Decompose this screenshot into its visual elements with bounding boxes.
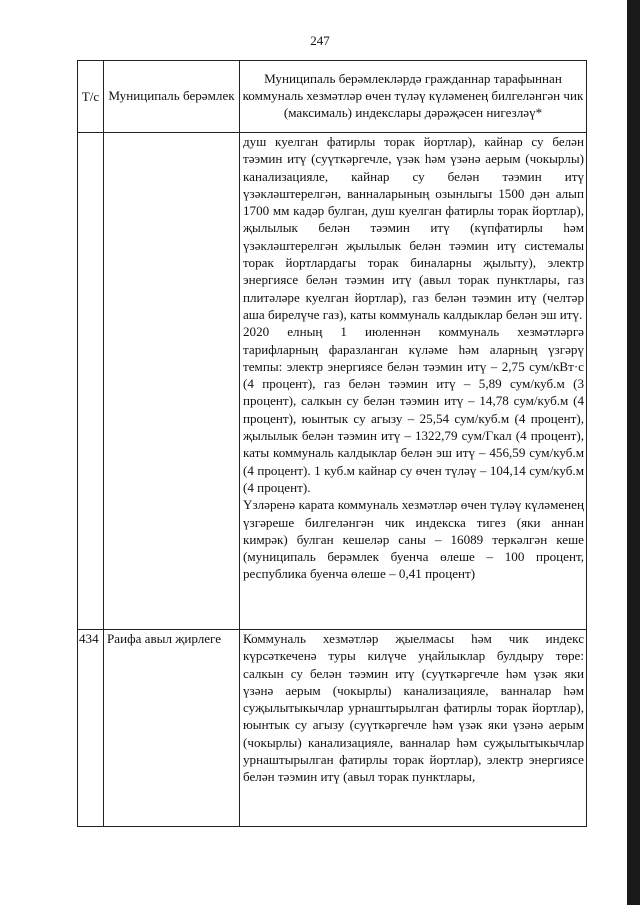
scan-edge-shadow bbox=[627, 0, 640, 905]
index-paragraph: Коммуналь хезмәтләр җыелмасы һәм чик индекс күрсәткеченә туры килүче уңайлыклар булдыру төре: салкын су белән тәэмин итү (суүткәргечле һәм үзәк яки үзәнә аерым (чокырлы) канализацияле, ванналар һәм суҗылытыкычлар урнаштырылган фатирлы торак йортлар), юынтык су агызу (суүткәргечле һәм үзәк яки үзәнә аерым (чокырлы) канализацияле, ванналар һәм суҗылытыкычлар урнаштырылган фатирлы торак йортлар), электр энергиясе белән тәэмин итү (авыл торак пунктлары, bbox=[243, 631, 584, 785]
row-index-text bbox=[240, 133, 587, 630]
header-municipality: Муниципаль берәмлек bbox=[104, 61, 240, 133]
index-paragraph: Үзләренә карата коммуналь хезмәтләр өчен түләү күләменең үзгәреше билгеләнгән чик индекска тигез (яки аннан кимрәк) булган кешеләр саны – 16089 теркәлгән кеше (муниципаль берәмлек буенча өлеше – 100 процент, республика буенча өлеше – 0,41 процент) bbox=[243, 497, 584, 582]
table-row bbox=[78, 630, 587, 827]
row-index-text bbox=[240, 630, 587, 827]
row-municipality: Раифа авыл җирлеге bbox=[104, 630, 240, 827]
row-number: 434 bbox=[78, 630, 104, 827]
header-index: Муниципаль берәмлекләрдә гражданнар тарафыннан коммуналь хезмәтләр өчен түләү күләменең билгеләнгән чик (максималь) индекслары дәрәҗәсен нигезләү* bbox=[240, 61, 587, 133]
row-municipality bbox=[104, 133, 240, 630]
index-paragraph: душ куелган фатирлы торак йортлар), кайнар су белән тәэмин итү (суүткәргечле, үзәк һәм үзәнә аерым (чокырлы) канализацияле, кайнар су белән тәэмин итү үзәкләштерелгән, ванналарының озынлыгы 1500 дән алып 1700 мм кадәр булган, душ куелган фатирлы торак йортлар), җылылык белән тәэмин итү (күпфатирлы һәм үзәкләштерелгән җылылык белән тәэмин итү системалы торак йортлардагы торак биналарны җылыту), электр энергиясе белән тәэмин итү (авыл торак пунктлары, газ плитәләре куелган йортлар), газ белән тәэмин итү (челтәр аша бирелүче газ), каты коммуналь калдыклар белән эш итү. bbox=[243, 134, 584, 322]
page-number: 247 bbox=[310, 33, 330, 48]
tariff-index-table bbox=[77, 60, 587, 827]
table-row bbox=[78, 133, 587, 630]
index-paragraph: 2020 елның 1 июленнән коммуналь хезмәтләргә тарифларның фаразланган күләме һәм аларның үзгәрү темпы: электр энергиясе белән тәэмин итү – 2,75 сум/кВт·с (4 процент), газ белән тәэмин итү – 5,89 сум/куб.м (3 процент), салкын су белән тәэмин итү – 14,78 сум/куб.м (4 процент), юынтык су агызу – 25,54 сум/куб.м (4 процент), җылылык белән тәэмин итү – 1322,79 сум/Гкал (4 процент), каты коммуналь калдыклар белән эш итү – 456,59 сум/куб.м (4 процент). 1 куб.м кайнар су өчен түләү – 104,14 сум/куб.м (4 процент). bbox=[243, 324, 584, 495]
row-number bbox=[78, 133, 104, 630]
header-number: Т/с bbox=[78, 61, 104, 133]
